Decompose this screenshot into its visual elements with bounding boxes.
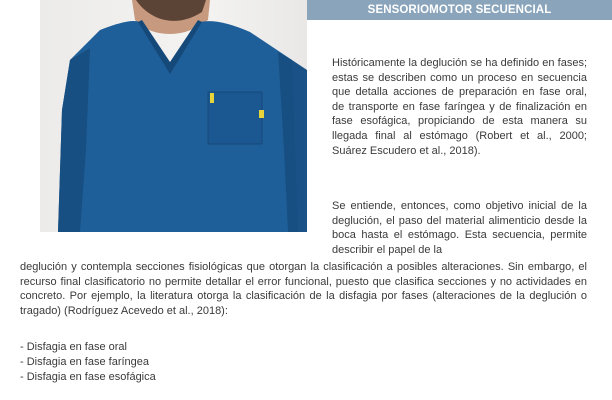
pen-yellow xyxy=(210,93,214,103)
pen-yellow-2 xyxy=(259,110,264,118)
photo xyxy=(40,0,307,232)
list-item: - Disfagia en fase esofágica xyxy=(20,370,156,383)
paragraph-classification: deglución y contempla secciones fisiológicas que otorgan la clasificación a posibles alteraciones. Sin embargo, el recurso final clasificatorio no permite detallar el error funcional, puesto que clasifica secciones y no actividades en concreto. Por ejemplo, la literatura otorga la clasificación de la disfagia por fases (alteraciones de la deglución o tragado) (Rodríguez Acevedo et al., 2018): xyxy=(20,261,587,317)
list-item: - Disfagia en fase oral xyxy=(20,341,127,353)
chest-pocket xyxy=(208,92,262,144)
paragraph-objective: Se entiende, entonces, como objetivo inicial de la deglución, el paso del material alimenticio desde la boca hasta el estómago. Esta secuencia, permite describir el papel de la xyxy=(332,200,587,256)
section-title-bar xyxy=(307,0,612,20)
list-item: - Disfagia en fase faríngea xyxy=(20,355,150,368)
dysphagia-list xyxy=(20,340,156,384)
paragraph-history: Históricamente la deglución se ha definido en fases; estas se describen como un proceso en secuencia que detalla acciones de preparación en fase oral, de transporte en fase faríngea y de finalización en fase esofágica, propiciando de esta manera su llegada final al estómago (Robert et al., 2000; Suárez Escudero et al., 2018). xyxy=(332,57,587,157)
section-title: SENSORIOMOTOR SECUENCIAL xyxy=(367,4,552,16)
person-illustration xyxy=(40,0,307,232)
